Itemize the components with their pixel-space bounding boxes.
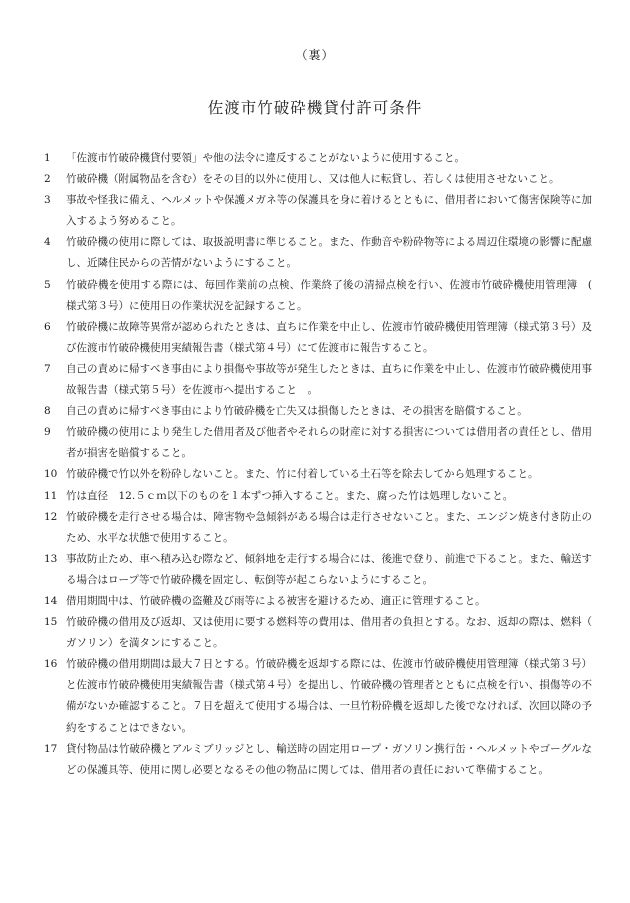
condition-number: 1 xyxy=(44,152,51,164)
condition-number: 8 xyxy=(44,405,51,418)
condition-text: 「佐渡市竹破砕機貸付要領」や他の法令に違反することがないように使用すること。 xyxy=(66,152,465,164)
condition-number: 17 xyxy=(44,742,58,755)
condition-item xyxy=(44,148,592,169)
condition-item xyxy=(44,612,592,654)
condition-item xyxy=(44,654,592,738)
condition-text: 竹破砕機の借用期間は最大７日とする。竹破砕機を返却する際には、佐渡市竹破砕機使用管理簿（様式第３号）と佐渡市竹破砕機使用実績報告書（様式第４号）を提出し、竹破砕機の管理者とともに点検を行い、損傷等の不備がないか確認すること。７日を超えて使用する場合は、一旦竹粉砕機を返却した後でなければ、次回以降の予約をすることはできない。 xyxy=(66,658,592,734)
condition-text: 事故や怪我に備え、ヘルメットや保護メガネ等の保護具を身に着けるとともに、借用者において傷害保険等に加入するよう努めること。 xyxy=(66,194,592,228)
condition-number: 16 xyxy=(44,658,58,671)
condition-number: 4 xyxy=(44,236,51,249)
condition-number: 2 xyxy=(44,173,51,186)
condition-number: 7 xyxy=(44,362,51,375)
condition-number: 3 xyxy=(44,194,51,207)
condition-text: 竹破砕機で竹以外を粉砕しないこと。また、竹に付着している土石等を除去してから処理すること。 xyxy=(66,468,539,481)
condition-item xyxy=(44,549,592,591)
condition-item xyxy=(44,507,592,549)
condition-text: 竹破砕機に故障等異常が認められたときは、直ちに作業を中止し、佐渡市竹破砕機使用管理簿（様式第３号）及び佐渡市竹破砕機使用実績報告書（様式第４号）にて佐渡市に報告すること。 xyxy=(66,320,592,354)
condition-item xyxy=(44,401,592,422)
condition-number: 5 xyxy=(44,278,51,291)
condition-text: 竹破砕機を走行させる場合は、障害物や急傾斜がある場合は走行させないこと。また、エンジン焼き付き防止のため、水平な状態で使用すること。 xyxy=(66,510,592,544)
condition-number: 13 xyxy=(44,552,58,565)
condition-number: 12 xyxy=(44,510,58,523)
condition-item xyxy=(44,190,592,232)
page-title: 佐渡市竹破砕機貸付許可条件 xyxy=(207,99,423,117)
condition-item xyxy=(44,422,592,464)
condition-text: 竹破砕機を使用する際には、毎回作業前の点検、作業終了後の清掃点検を行い、佐渡市竹破砕機使用管理簿 (様式第３号）に使用日の作業状況を記録すること。 xyxy=(66,278,592,312)
condition-text: 自己の責めに帰すべき事由により竹破砕機を亡失又は損傷したときは、その損害を賠償すること。 xyxy=(66,405,528,418)
condition-number: 11 xyxy=(44,489,58,502)
condition-text: 竹は直径 12.５ｃｍ以下のものを１本ずつ挿入すること。また、腐った竹は処理しないこと。 xyxy=(66,489,514,502)
condition-text: 借用期間中は、竹破砕機の盗難及び雨等による被害を避けるため、適正に管理すること。 xyxy=(66,594,486,607)
condition-text: 竹破砕機（附属物品を含む）をその目的以外に使用し、又は他人に転貸し、若しくは使用させないこと。 xyxy=(66,173,560,186)
conditions-list xyxy=(44,148,592,781)
condition-number: 15 xyxy=(44,616,58,629)
condition-number: 6 xyxy=(44,320,51,333)
condition-item xyxy=(44,464,592,485)
condition-item xyxy=(44,232,592,274)
condition-text: 貸付物品は竹破砕機とアルミブリッジとし、輸送時の固定用ロープ・ガソリン携行缶・ヘルメットやゴーグルなどの保護具等、使用に関し必要となるその他の物品に関しては、借用者の責任において準備すること。 xyxy=(66,742,592,776)
condition-item xyxy=(44,275,592,317)
page-side-label: （裏） xyxy=(295,48,335,62)
condition-text: 竹破砕機の借用及び返却、又は使用に要する燃料等の費用は、借用者の負担とする。なお、返却の際は、燃料（ガソリン）を満タンにすること。 xyxy=(66,616,592,650)
condition-item xyxy=(44,591,592,612)
condition-number: 9 xyxy=(44,426,51,439)
condition-item xyxy=(44,317,592,359)
condition-item xyxy=(44,359,592,401)
condition-number: 14 xyxy=(44,594,58,607)
condition-text: 竹破砕機の使用に際しては、取扱説明書に準じること。また、作動音や粉砕物等による周辺住環境の影響に配慮し、近隣住民からの苦情がないようにすること。 xyxy=(66,236,592,270)
condition-text: 自己の責めに帰すべき事由により損傷や事故等が発生したときは、直ちに作業を中止し、佐渡市竹破砕機使用事故報告書（様式第５号）を佐渡市へ提出すること 。 xyxy=(66,362,592,397)
condition-item xyxy=(44,486,592,507)
condition-item xyxy=(44,739,592,781)
condition-item xyxy=(44,169,592,190)
condition-number: 10 xyxy=(44,468,58,481)
condition-text: 竹破砕機の使用により発生した借用者及び他者やそれらの財産に対する損害については借用者の責任とし、借用者が損害を賠償すること。 xyxy=(66,426,592,460)
condition-text: 事故防止ため、車へ積み込む際など、傾斜地を走行する場合には、後進で登り、前進で下ること。また、輸送する場合はロープ等で竹破砕機を固定し、転倒等が起こらないようにすること。 xyxy=(66,552,592,586)
